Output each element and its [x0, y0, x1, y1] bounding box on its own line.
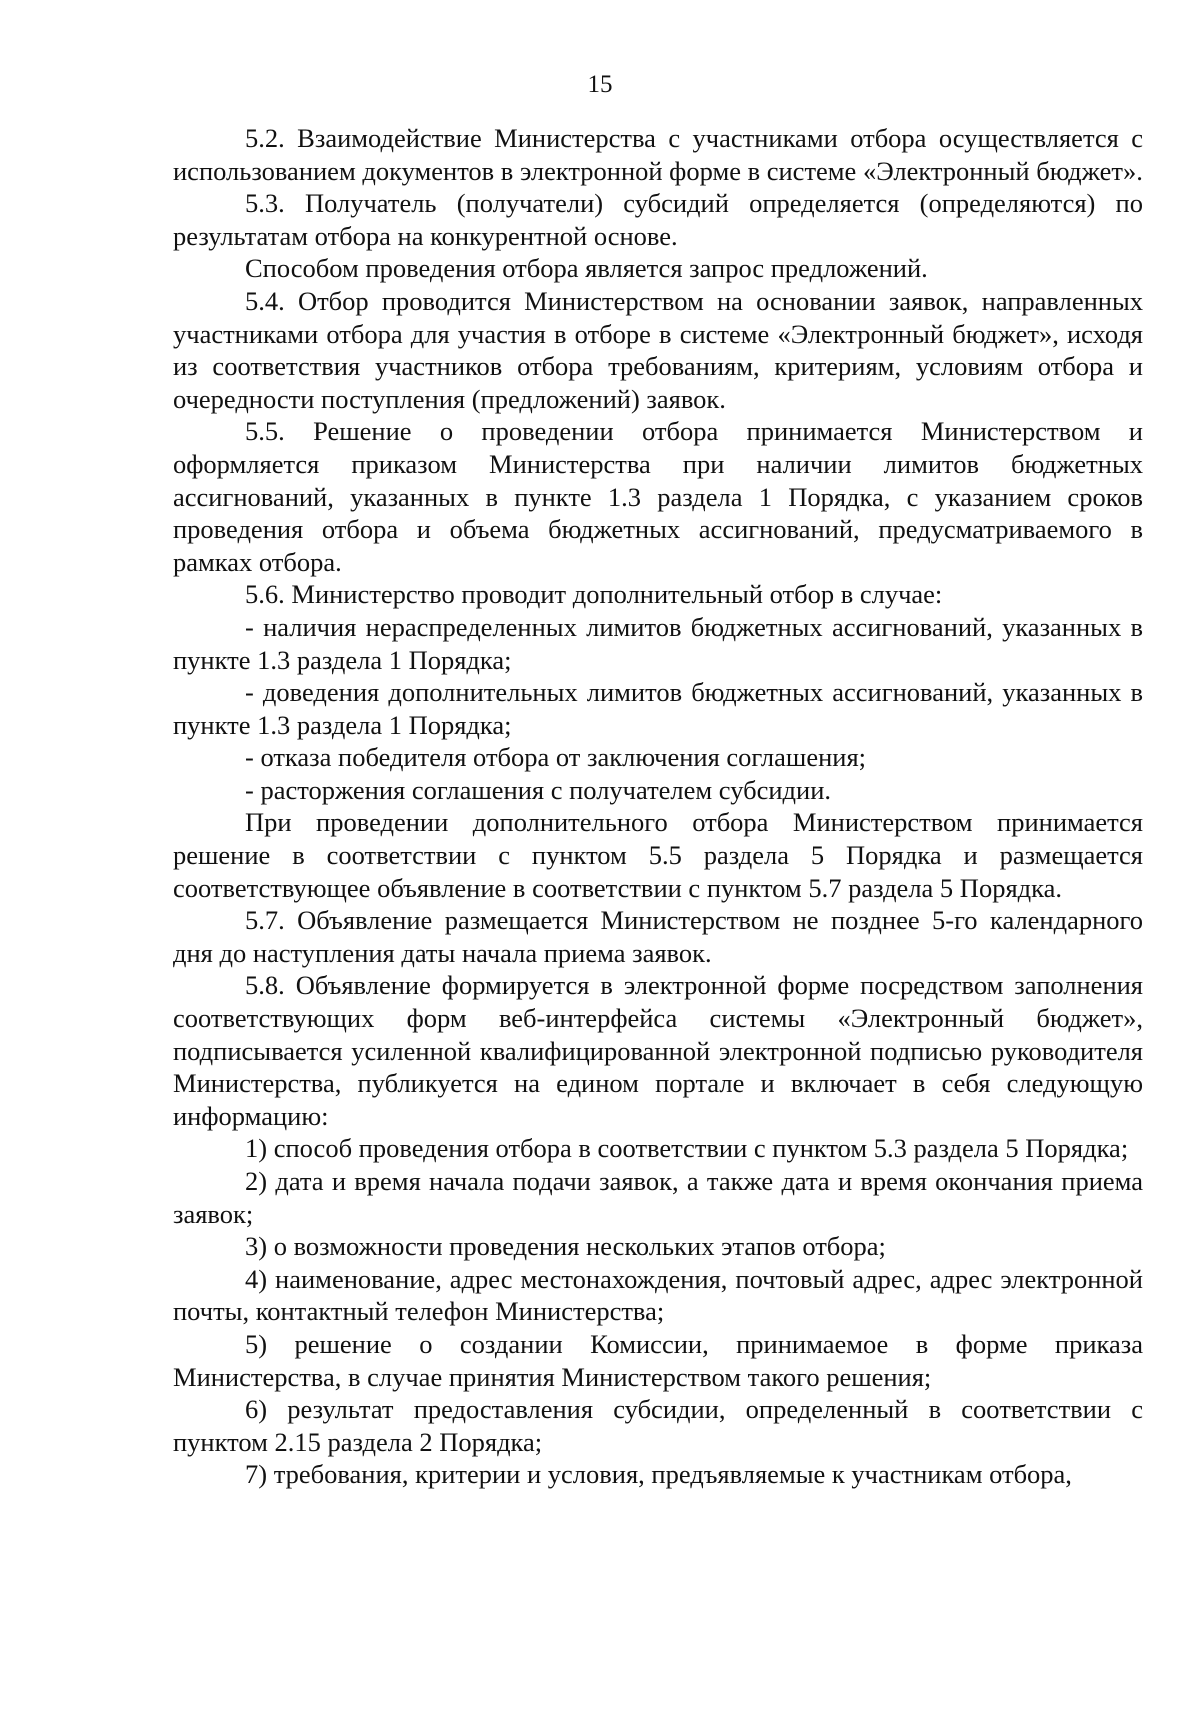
- list-item-numbered: 1) способ проведения отбора в соответствии с пунктом 5.3 раздела 5 Порядка;: [245, 1133, 1129, 1164]
- list-item-numbered: 5) решение о создании Комиссии, принимаемое в форме приказа Министерства, в случае принятия Министерством такого решения;: [173, 1328, 1143, 1392]
- paragraph-5-3: 5.3. Получатель (получатели) субсидий определяется (определяются) по результатам отбора на конкурентной основе.: [173, 188, 1143, 251]
- list-item-numbered: 4) наименование, адрес местонахождения, почтовый адрес, адрес электронной почты, контактный телефон Министерства;: [173, 1263, 1143, 1327]
- paragraph-5-7: 5.7. Объявление размещается Министерством не позднее 5-го календарного дня до наступления даты начала приема заявок.: [173, 905, 1143, 968]
- paragraph-5-8: 5.8. Объявление формируется в электронной форме посредством заполнения соответствующих форм веб-интерфейса системы «Электронный бюджет», подписывается усиленной квалифицированной электронной подписью руководителя Министерства, публикуется на едином портале и включает в себя следующую информацию:: [173, 970, 1143, 1131]
- list-item-numbered: 3) о возможности проведения нескольких этапов отбора;: [245, 1231, 886, 1262]
- list-item-dash: - расторжения соглашения с получателем субсидии.: [245, 774, 832, 805]
- list-item-numbered: 7) требования, критерии и условия, предъявляемые к участникам отбора,: [245, 1459, 1072, 1490]
- list-item-numbered: 6) результат предоставления субсидии, определенный в соответствии с пунктом 2.15 раздела 2 Порядка;: [173, 1394, 1143, 1457]
- paragraph-additional-selection: При проведении дополнительного отбора Министерством принимается решение в соответствии с пунктом 5.5 раздела 5 Порядка и размещается соответствующее объявление в соответствии с пунктом 5.7 раздела 5 Порядка.: [173, 807, 1143, 903]
- paragraph-5-4: 5.4. Отбор проводится Министерством на основании заявок, направленных участниками отбора для участия в отборе в системе «Электронный бюджет», исходя из соответствия участников отбора требованиям, критериям, условиям отбора и очередности поступления (предложений) заявок.: [173, 285, 1143, 414]
- list-item-dash: - наличия нераспределенных лимитов бюджетных ассигнований, указанных в пункте 1.3 раздела 1 Порядка;: [173, 611, 1143, 675]
- page-number: 15: [587, 71, 613, 98]
- paragraph-5-2: 5.2. Взаимодействие Министерства с участниками отбора осуществляется с использованием документов в электронной форме в системе «Электронный бюджет».: [173, 123, 1143, 186]
- paragraph-selection-method: Способом проведения отбора является запрос предложений.: [245, 253, 928, 284]
- paragraph-5-5: 5.5. Решение о проведении отбора принимается Министерством и оформляется приказом Министерства при наличии лимитов бюджетных ассигнований, указанных в пункте 1.3 раздела 1 Порядка, с указанием сроков проведения отбора и объема бюджетных ассигнований, предусматриваемого в рамках отбора.: [173, 416, 1143, 577]
- list-item-dash: - отказа победителя отбора от заключения соглашения;: [245, 742, 866, 773]
- list-item-dash: - доведения дополнительных лимитов бюджетных ассигнований, указанных в пункте 1.3 раздела 1 Порядка;: [173, 677, 1143, 740]
- paragraph-5-6: 5.6. Министерство проводит дополнительный отбор в случае:: [245, 579, 943, 610]
- document-body: [173, 122, 1143, 1491]
- list-item-numbered: 2) дата и время начала подачи заявок, а также дата и время окончания приема заявок;: [173, 1166, 1143, 1229]
